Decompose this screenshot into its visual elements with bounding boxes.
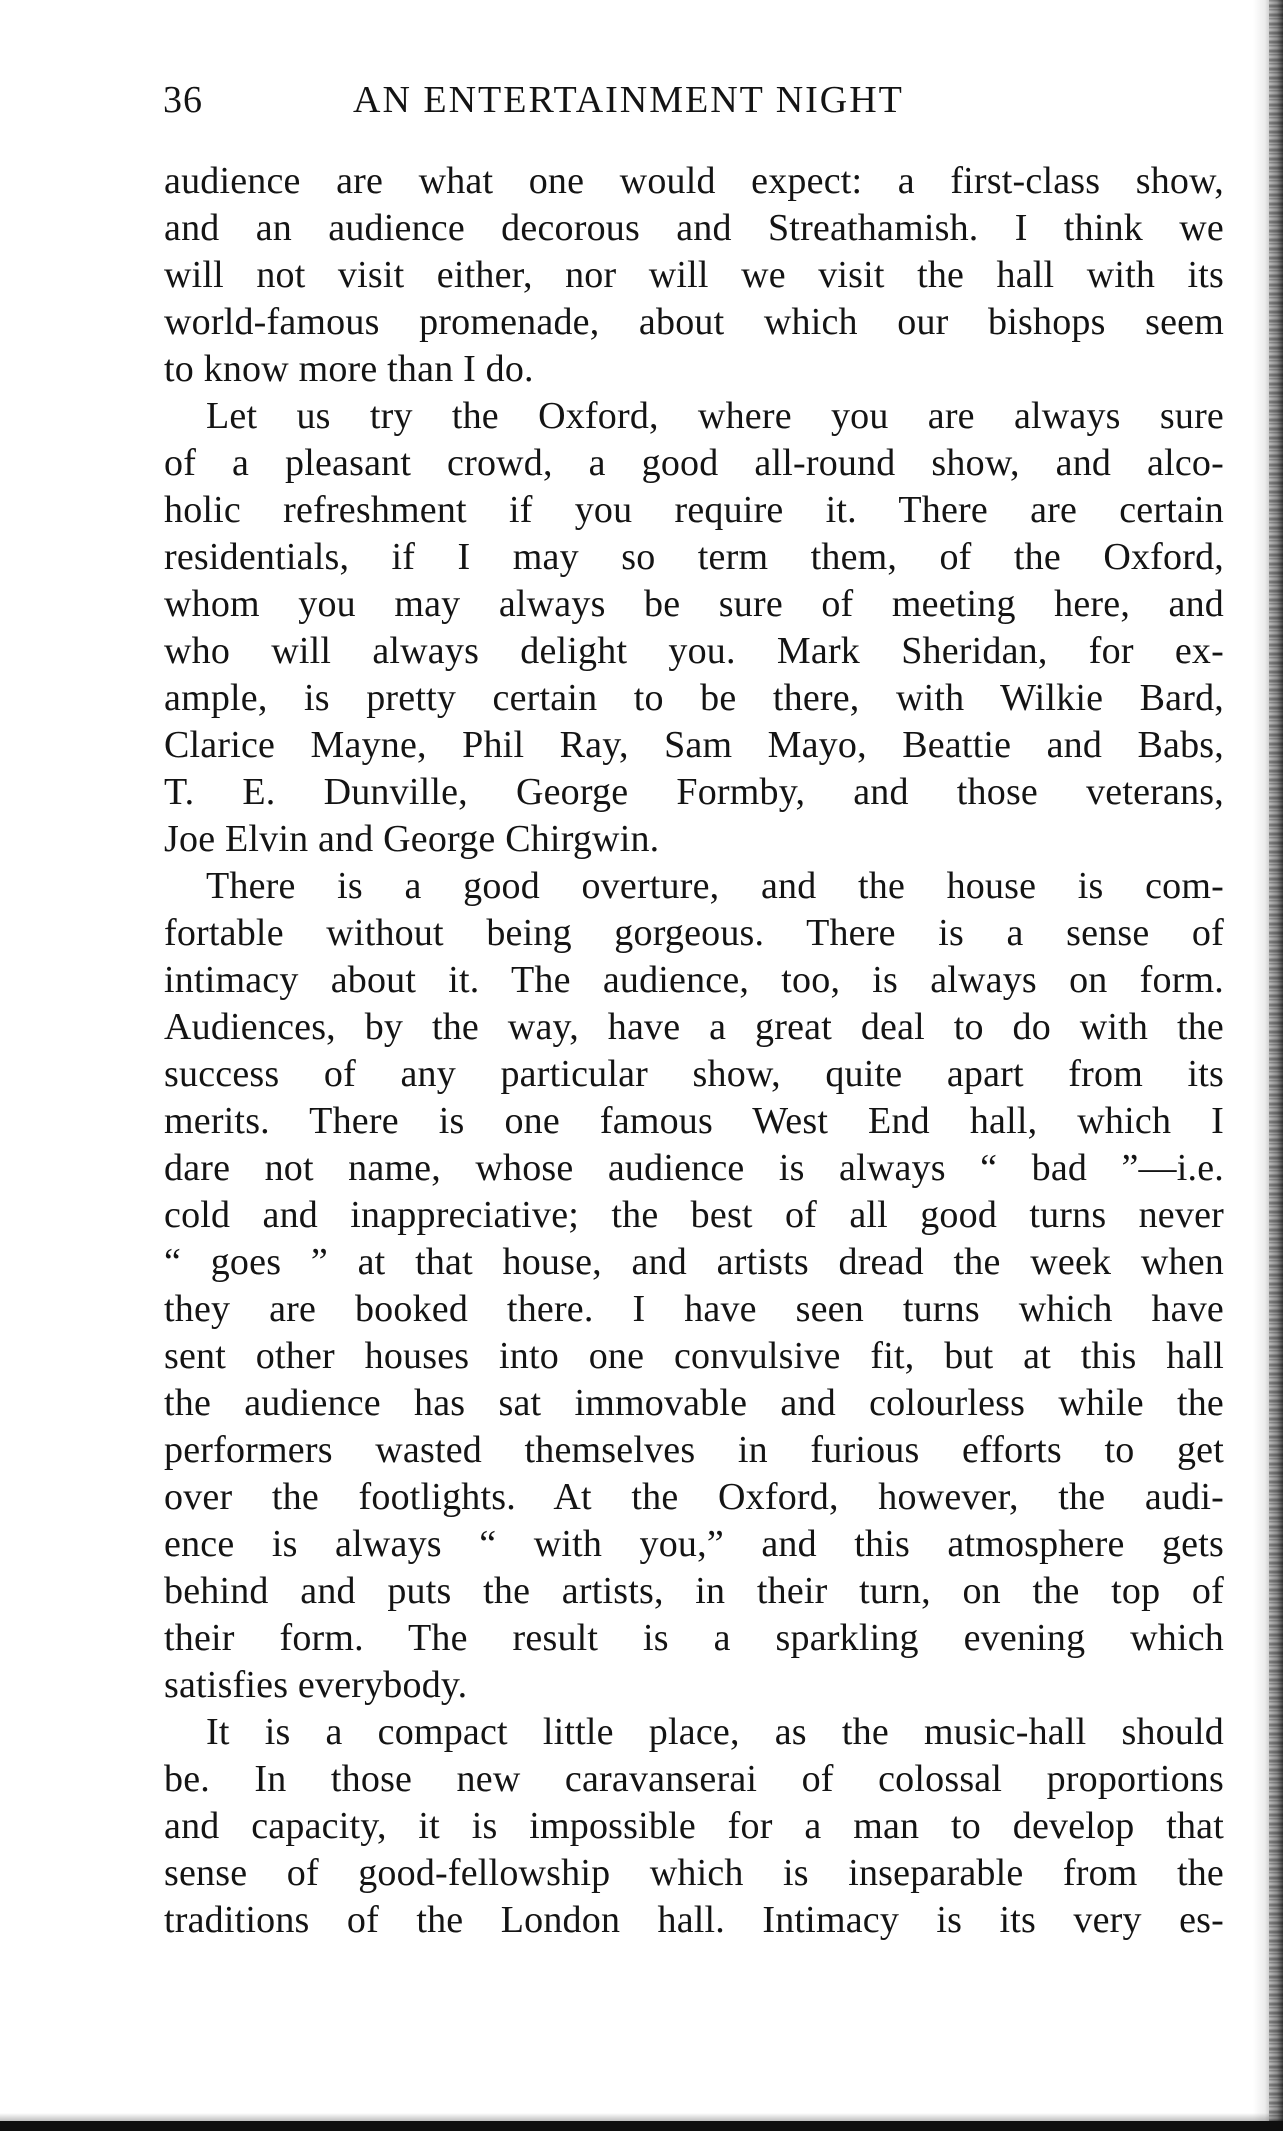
text-line: sent other houses into one convulsive fit, but at this hall xyxy=(164,1335,1224,1377)
text-line: over the footlights. At the Oxford, however, the audi- xyxy=(164,1476,1224,1518)
text-line: There is a good overture, and the house is com- xyxy=(206,865,1224,907)
text-line: Joe Elvin and George Chirgwin. xyxy=(164,818,660,860)
text-line: ence is always “ with you,” and this atmosphere gets xyxy=(164,1523,1224,1565)
text-line: be. In those new caravanserai of colossal proportions xyxy=(164,1758,1224,1800)
text-line: they are booked there. I have seen turns which have xyxy=(164,1288,1224,1330)
text-line: holic refreshment if you require it. There are certain xyxy=(164,489,1224,531)
bottom-edge-bar xyxy=(0,2121,1283,2131)
running-head: AN ENTERTAINMENT NIGHT xyxy=(353,79,904,121)
text-line: satisfies everybody. xyxy=(164,1664,468,1706)
text-line: world-famous promenade, about which our bishops seem xyxy=(164,301,1224,343)
page-number: 36 xyxy=(163,79,203,121)
text-line: T. E. Dunville, George Formby, and those veterans, xyxy=(164,771,1224,813)
text-line: traditions of the London hall. Intimacy is its very es- xyxy=(164,1899,1224,1941)
text-line: Audiences, by the way, have a great deal to do with the xyxy=(164,1006,1224,1048)
text-line: fortable without being gorgeous. There is a sense of xyxy=(164,912,1224,954)
text-line: and an audience decorous and Streathamish. I think we xyxy=(164,207,1224,249)
text-line: dare not name, whose audience is always “ bad ”—i.e. xyxy=(164,1147,1224,1189)
text-line: their form. The result is a sparkling evening which xyxy=(164,1617,1224,1659)
text-line: and capacity, it is impossible for a man to develop that xyxy=(164,1805,1224,1847)
text-line: sense of good-fellowship which is inseparable from the xyxy=(164,1852,1224,1894)
text-line: success of any particular show, quite apart from its xyxy=(164,1053,1224,1095)
text-line: who will always delight you. Mark Sheridan, for ex- xyxy=(164,630,1224,672)
text-line: the audience has sat immovable and colourless while the xyxy=(164,1382,1224,1424)
page-header xyxy=(163,78,1223,138)
text-line: will not visit either, nor will we visit the hall with its xyxy=(164,254,1224,296)
text-line: whom you may always be sure of meeting here, and xyxy=(164,583,1224,625)
page-edge-texture xyxy=(1269,0,1283,2131)
text-line: performers wasted themselves in furious efforts to get xyxy=(164,1429,1224,1471)
text-line: Let us try the Oxford, where you are always sure xyxy=(206,395,1224,437)
text-line: ample, is pretty certain to be there, with Wilkie Bard, xyxy=(164,677,1224,719)
text-line: residentials, if I may so term them, of the Oxford, xyxy=(164,536,1224,578)
text-line: to know more than I do. xyxy=(164,348,534,390)
text-line: Clarice Mayne, Phil Ray, Sam Mayo, Beattie and Babs, xyxy=(164,724,1224,766)
text-line: of a pleasant crowd, a good all-round show, and alco- xyxy=(164,442,1224,484)
text-line: cold and inappreciative; the best of all good turns never xyxy=(164,1194,1224,1236)
bottom-shadow xyxy=(0,2113,1283,2121)
text-line: merits. There is one famous West End hall, which I xyxy=(164,1100,1224,1142)
text-line: It is a compact little place, as the music-hall should xyxy=(206,1711,1224,1753)
text-line: behind and puts the artists, in their turn, on the top of xyxy=(164,1570,1224,1612)
text-line: intimacy about it. The audience, too, is always on form. xyxy=(164,959,1224,1001)
text-line: audience are what one would expect: a first-class show, xyxy=(164,160,1224,202)
text-line: “ goes ” at that house, and artists dread the week when xyxy=(164,1241,1224,1283)
body-text xyxy=(164,158,1224,1944)
